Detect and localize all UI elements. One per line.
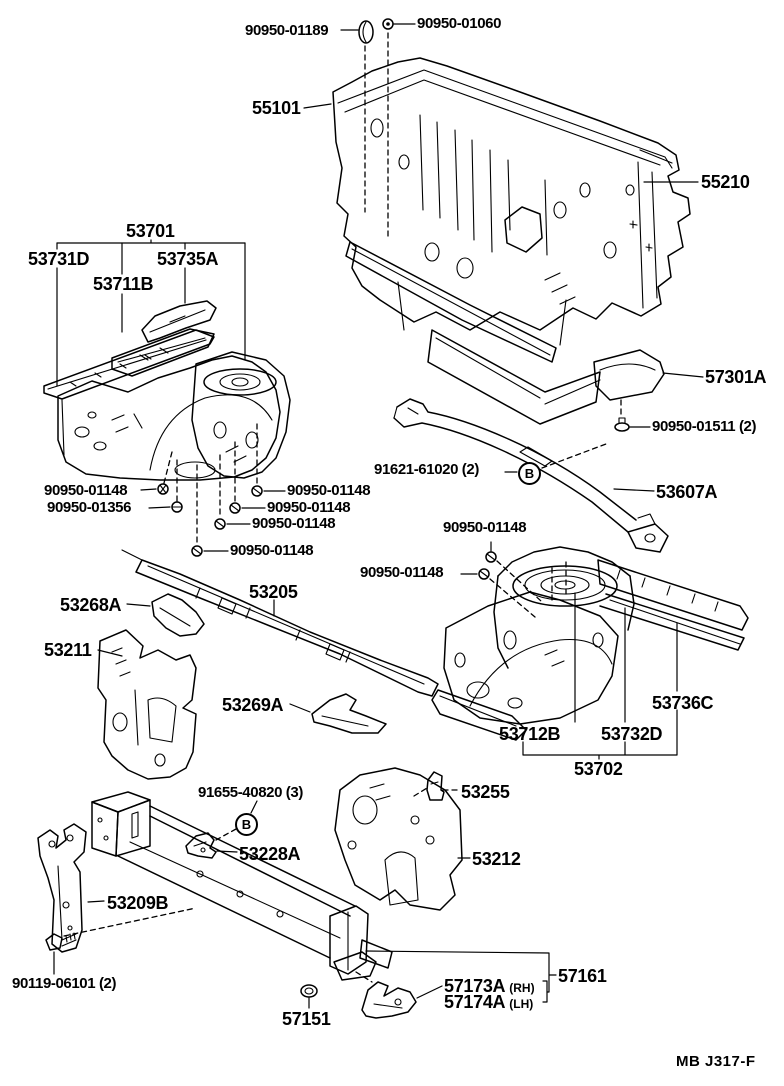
- label-90950-01189: 90950-01189: [245, 22, 329, 39]
- label-55210: 55210: [701, 172, 750, 192]
- leader-lines: [54, 24, 703, 1008]
- label-57174A: 57174A (LH): [444, 992, 534, 1012]
- label-53269A: 53269A: [222, 695, 284, 715]
- callout-b-top: B: [518, 462, 541, 485]
- label-53255: 53255: [461, 782, 510, 802]
- drawing-code: MB J317-F: [676, 1053, 756, 1070]
- label-90950-01148-e: 90950-01148: [230, 542, 314, 559]
- label-53702: 53702: [574, 759, 623, 779]
- label-57151: 57151: [282, 1009, 331, 1029]
- label-90950-01148-a: 90950-01148: [44, 482, 128, 499]
- label-90950-01148-g: 90950-01148: [360, 564, 444, 581]
- label-53228A: 53228A: [239, 844, 301, 864]
- label-57301A: 57301A: [705, 367, 767, 387]
- left-apron-assembly-drawing: [44, 301, 290, 480]
- label-57174A-side: (LH): [509, 997, 534, 1011]
- label-90950-01148-b: 90950-01148: [287, 482, 371, 499]
- label-53607A: 53607A: [656, 482, 718, 502]
- label-91621-61020: 91621-61020 (2): [374, 461, 479, 478]
- label-53735A: 53735A: [157, 249, 219, 269]
- label-91655-40820: 91655-40820 (3): [198, 784, 303, 801]
- label-57173A-side: (RH): [509, 981, 535, 995]
- dash-lower-outer-drawing: [335, 768, 462, 910]
- label-90950-01148-d: 90950-01148: [252, 515, 336, 532]
- label-90950-01148-f: 90950-01148: [443, 519, 527, 536]
- label-53732D: 53732D: [601, 724, 663, 744]
- label-57173A: 57173A (RH): [444, 976, 535, 996]
- label-53731D: 53731D: [28, 249, 90, 269]
- label-53712B: 53712B: [499, 724, 561, 744]
- label-53701: 53701: [126, 221, 175, 241]
- cowl-lower-drawing: [594, 350, 664, 400]
- callout-b-bottom: B: [235, 813, 258, 836]
- fastener-glyphs: [158, 19, 629, 579]
- label-53736C: 53736C: [652, 693, 714, 713]
- label-53205: 53205: [249, 582, 298, 602]
- label-53268A: 53268A: [60, 595, 122, 615]
- label-53711B: 53711B: [93, 274, 154, 294]
- label-53211: 53211: [44, 640, 92, 660]
- label-53209B: 53209B: [107, 893, 169, 913]
- label-55101: 55101: [252, 98, 301, 118]
- label-90950-01511: 90950-01511 (2): [652, 418, 757, 435]
- label-57161: 57161: [558, 966, 607, 986]
- label-53212: 53212: [472, 849, 521, 869]
- label-90950-01356: 90950-01356: [47, 499, 132, 516]
- label-90950-01060: 90950-01060: [417, 15, 502, 32]
- label-90119-06101: 90119-06101 (2): [12, 975, 117, 992]
- dash-panel-drawing: [333, 58, 690, 424]
- dash-lower-panel-drawing: [98, 630, 196, 779]
- label-90950-01148-c: 90950-01148: [267, 499, 351, 516]
